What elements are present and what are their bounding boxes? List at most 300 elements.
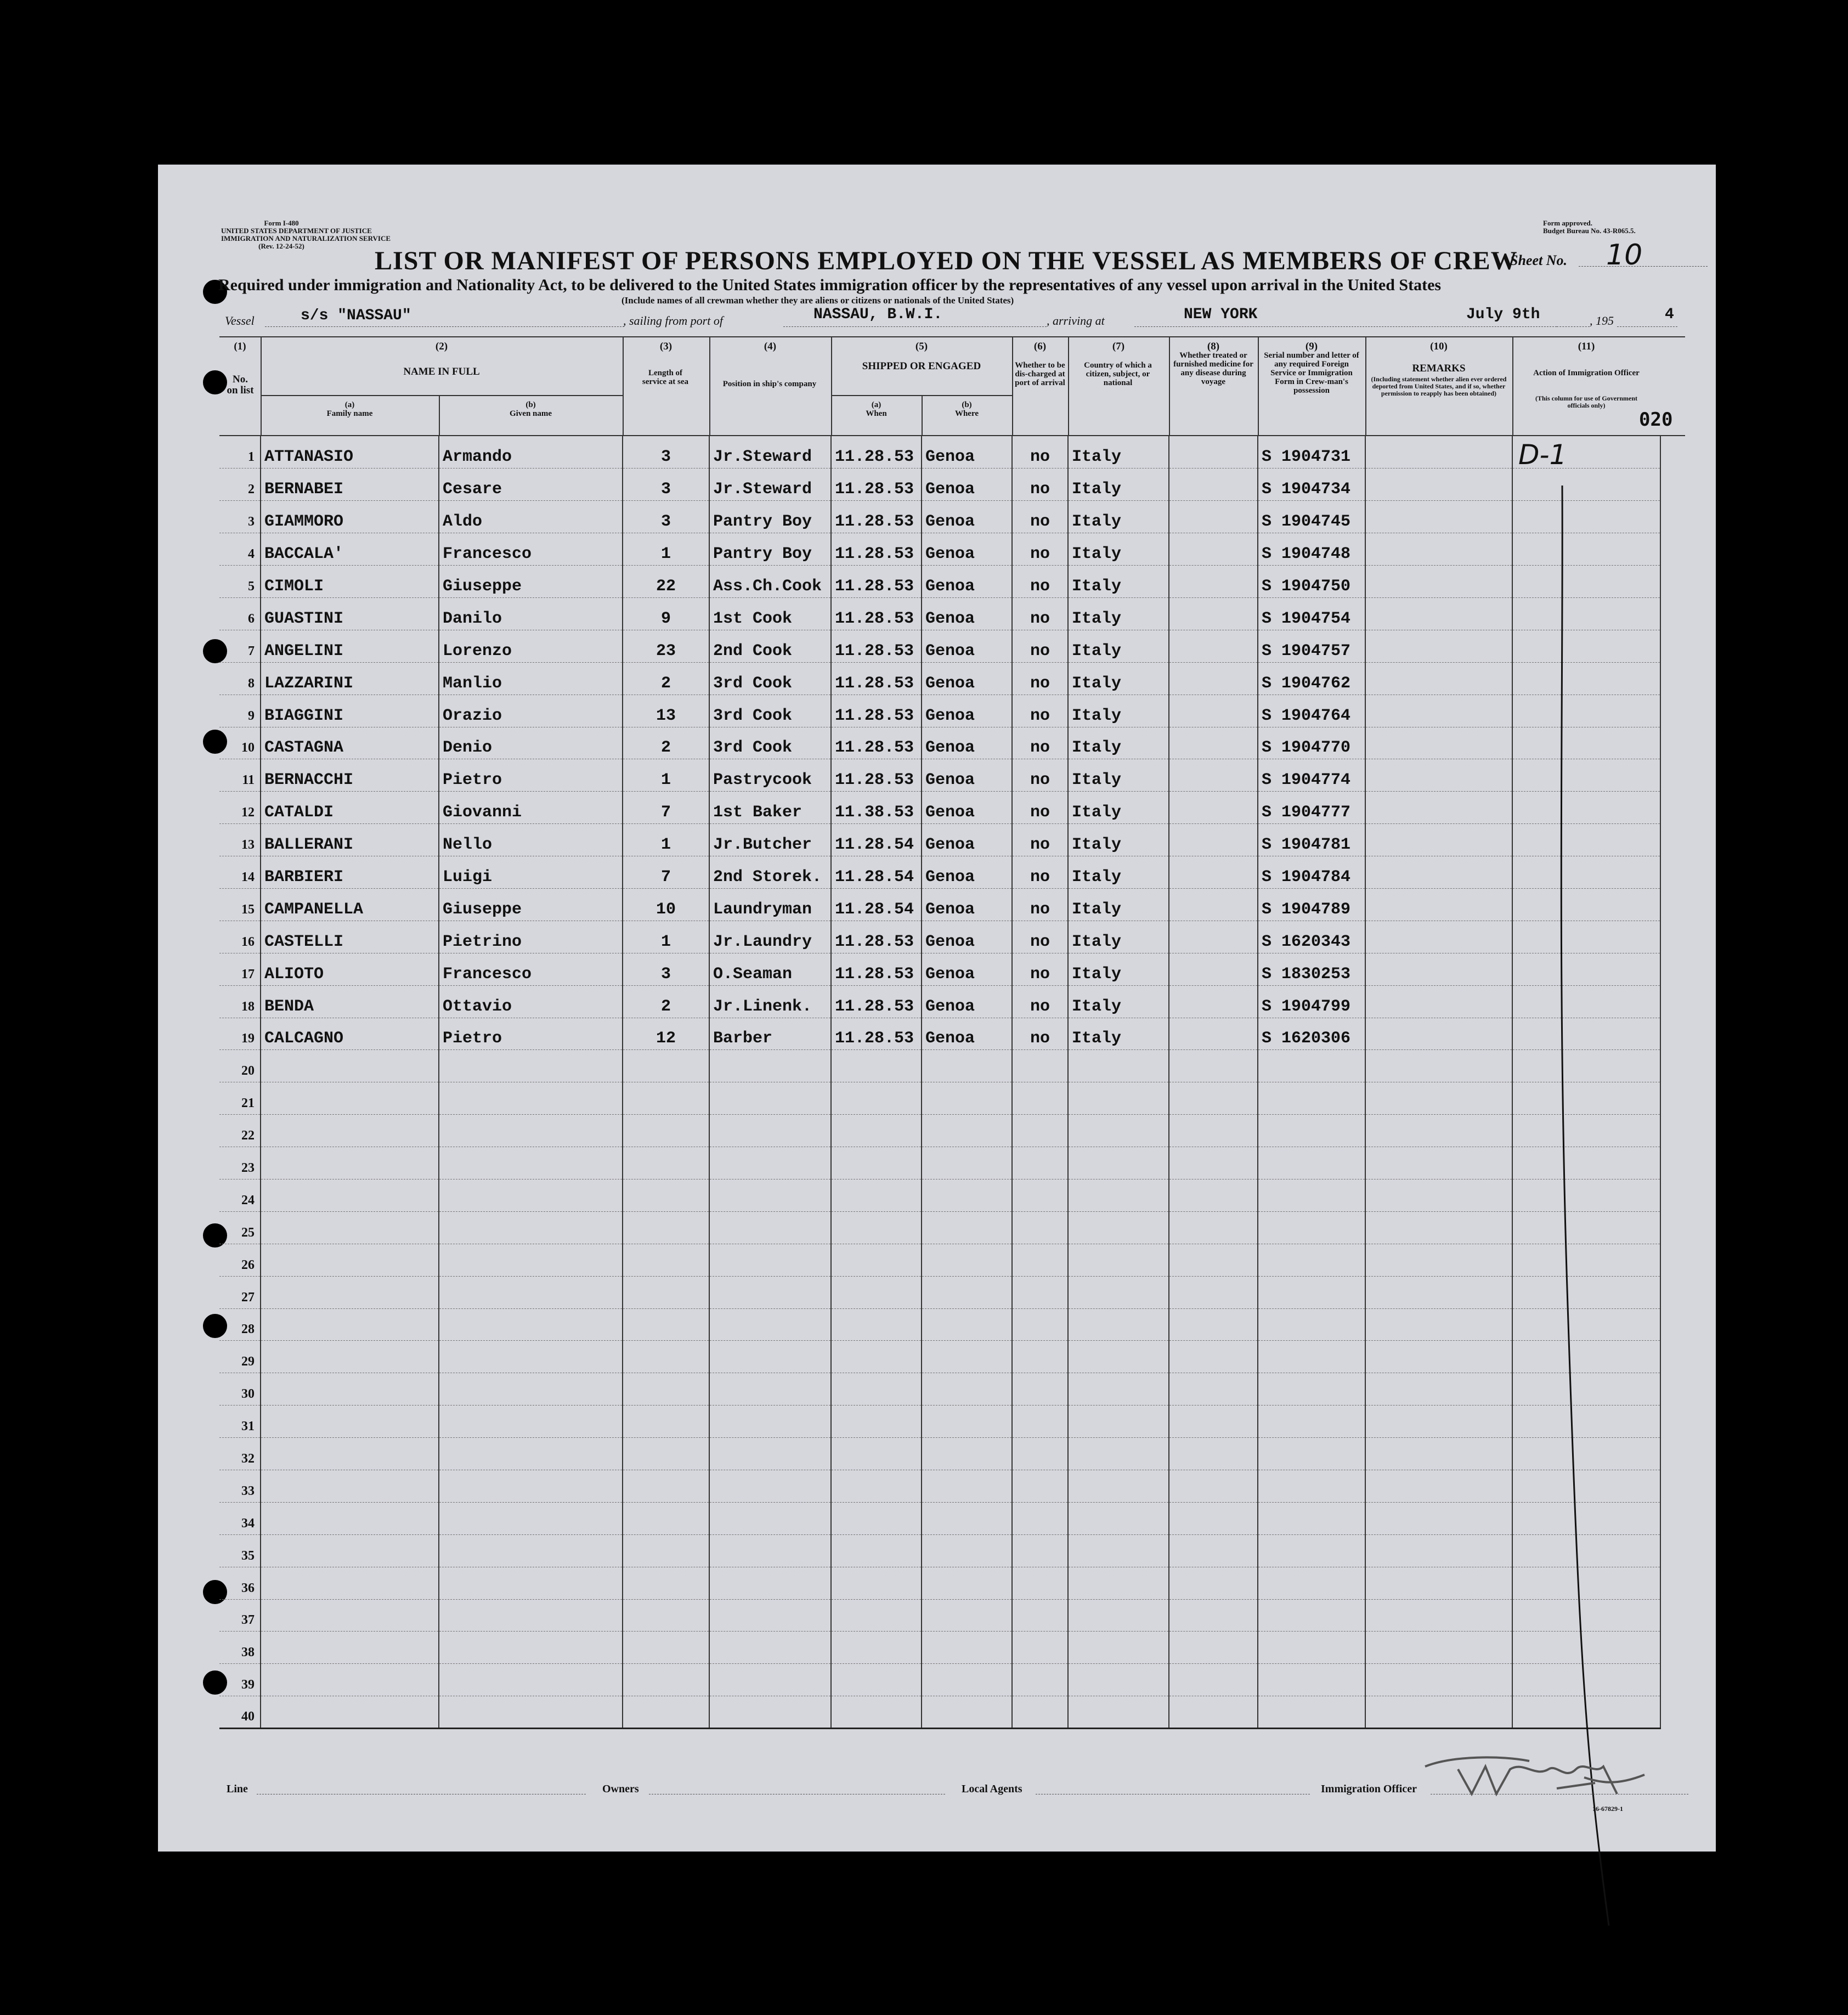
- sailing-label: , sailing from port of: [623, 314, 723, 328]
- discharged: no: [1012, 727, 1068, 759]
- col4-header: Position in ship's company: [722, 380, 817, 388]
- country: Italy: [1068, 792, 1169, 824]
- medicine: [1169, 727, 1258, 759]
- shipped-date: [831, 1599, 922, 1632]
- crew-table: [219, 436, 1661, 1729]
- remarks: [1365, 1373, 1512, 1406]
- family-name: BERNABEI: [261, 469, 439, 501]
- sheet-number: 10: [1606, 239, 1643, 272]
- line-label: Line: [227, 1783, 248, 1795]
- country: [1068, 1082, 1169, 1115]
- family-name: [261, 1567, 439, 1599]
- discharged: no: [1012, 792, 1068, 824]
- table-row: [219, 1308, 1660, 1341]
- discharged: [1012, 1115, 1068, 1147]
- col11-note: (This column for use of Government officials only): [1535, 394, 1638, 409]
- position: Jr.Steward: [709, 469, 831, 501]
- country: [1068, 1211, 1169, 1244]
- position: [709, 1567, 831, 1599]
- given-name: Francesco: [439, 533, 623, 566]
- medicine: [1169, 1664, 1258, 1696]
- col9-number: (9): [1305, 341, 1318, 352]
- shipped-where: Genoa: [922, 662, 1012, 695]
- country: Italy: [1068, 533, 1169, 566]
- medicine: [1169, 695, 1258, 727]
- col11-number: (11): [1578, 341, 1595, 352]
- given-name: Nello: [439, 824, 623, 856]
- given-name: Manlio: [439, 662, 623, 695]
- given-name: Giuseppe: [439, 566, 623, 598]
- position: [709, 1632, 831, 1664]
- shipped-where: [922, 1276, 1012, 1308]
- medicine: [1169, 662, 1258, 695]
- shipped-where: Genoa: [922, 695, 1012, 727]
- agents-label: Local Agents: [962, 1783, 1022, 1795]
- officer-label: Immigration Officer: [1321, 1783, 1417, 1795]
- shipped-date: [831, 1502, 922, 1534]
- shipped-date: 11.28.54: [831, 856, 922, 889]
- table-row: [219, 985, 1660, 1018]
- serial-number: [1258, 1050, 1365, 1082]
- discharged: [1012, 1050, 1068, 1082]
- arrival-port: NEW YORK: [1184, 306, 1258, 323]
- position: [709, 1050, 831, 1082]
- medicine: [1169, 436, 1258, 469]
- form-number: Form I-480: [264, 219, 299, 227]
- shipped-where: [922, 1308, 1012, 1341]
- family-name: [261, 1115, 439, 1147]
- shipped-where: Genoa: [922, 824, 1012, 856]
- position: 1st Cook: [709, 597, 831, 630]
- country: Italy: [1068, 630, 1169, 662]
- family-name: [261, 1179, 439, 1211]
- family-name: [261, 1599, 439, 1632]
- row-number: 31: [219, 1406, 261, 1438]
- family-name: CASTAGNA: [261, 727, 439, 759]
- given-name: Giovanni: [439, 792, 623, 824]
- position: 2nd Storek.: [709, 856, 831, 889]
- length-of-service: [623, 1050, 709, 1082]
- remarks: [1365, 662, 1512, 695]
- remarks: [1365, 566, 1512, 598]
- row-number: 34: [219, 1502, 261, 1534]
- table-row: [219, 1115, 1660, 1147]
- table-row: [219, 888, 1660, 921]
- given-name: [439, 1050, 623, 1082]
- table-row: [219, 1373, 1660, 1406]
- shipped-date: [831, 1438, 922, 1470]
- table-row: [219, 856, 1660, 889]
- position: [709, 1502, 831, 1534]
- shipped-where: Genoa: [922, 630, 1012, 662]
- table-row: [219, 1082, 1660, 1115]
- medicine: [1169, 469, 1258, 501]
- country: [1068, 1470, 1169, 1503]
- row-number: 23: [219, 1147, 261, 1179]
- given-name: [439, 1567, 623, 1599]
- country: Italy: [1068, 888, 1169, 921]
- table-row: [219, 1050, 1660, 1082]
- row-number: 1: [219, 436, 261, 469]
- position: [709, 1373, 831, 1406]
- shipped-where: [922, 1373, 1012, 1406]
- shipped-date: [831, 1534, 922, 1567]
- serial-number: S 1620343: [1258, 921, 1365, 953]
- given-name: Denio: [439, 727, 623, 759]
- remarks: [1365, 1147, 1512, 1179]
- col2a-header: (a) Family name: [326, 400, 373, 418]
- shipped-date: [831, 1147, 922, 1179]
- discharged: [1012, 1599, 1068, 1632]
- table-row: [219, 1438, 1660, 1470]
- remarks: [1365, 695, 1512, 727]
- given-name: Orazio: [439, 695, 623, 727]
- shipped-where: Genoa: [922, 597, 1012, 630]
- country: Italy: [1068, 727, 1169, 759]
- given-name: [439, 1341, 623, 1373]
- form-approved: Form approved.: [1543, 219, 1593, 227]
- row-number: 37: [219, 1599, 261, 1632]
- shipped-date: 11.28.53: [831, 695, 922, 727]
- medicine: [1169, 533, 1258, 566]
- shipped-where: [922, 1147, 1012, 1179]
- length-of-service: 7: [623, 792, 709, 824]
- shipped-date: [831, 1373, 922, 1406]
- position: [709, 1308, 831, 1341]
- length-of-service: [623, 1341, 709, 1373]
- discharged: [1012, 1147, 1068, 1179]
- table-row: [219, 1276, 1660, 1308]
- length-of-service: 9: [623, 597, 709, 630]
- service-name: IMMIGRATION AND NATURALIZATION SERVICE: [221, 234, 391, 242]
- position: [709, 1470, 831, 1503]
- discharged: [1012, 1373, 1068, 1406]
- serial-number: S 1830253: [1258, 953, 1365, 985]
- remarks: [1365, 953, 1512, 985]
- row-number: 40: [219, 1696, 261, 1729]
- shipped-date: 11.38.53: [831, 792, 922, 824]
- medicine: [1169, 985, 1258, 1018]
- length-of-service: [623, 1470, 709, 1503]
- position: 3rd Cook: [709, 695, 831, 727]
- medicine: [1169, 1244, 1258, 1276]
- remarks: [1365, 1050, 1512, 1082]
- discharged: no: [1012, 436, 1068, 469]
- medicine: [1169, 824, 1258, 856]
- medicine: [1169, 1696, 1258, 1729]
- row-number: 3: [219, 501, 261, 533]
- medicine: [1169, 1341, 1258, 1373]
- row-number: 28: [219, 1308, 261, 1341]
- discharged: no: [1012, 856, 1068, 889]
- position: Jr.Steward: [709, 436, 831, 469]
- manifest-sheet: [158, 165, 1716, 1852]
- length-of-service: 1: [623, 824, 709, 856]
- row-number: 8: [219, 662, 261, 695]
- shipped-where: [922, 1534, 1012, 1567]
- serial-number: [1258, 1534, 1365, 1567]
- remarks: [1365, 1438, 1512, 1470]
- table-row: [219, 1599, 1660, 1632]
- length-of-service: [623, 1308, 709, 1341]
- remarks: [1365, 1599, 1512, 1632]
- shipped-where: [922, 1082, 1012, 1115]
- serial-number: [1258, 1244, 1365, 1276]
- remarks: [1365, 1567, 1512, 1599]
- row-number: 7: [219, 630, 261, 662]
- shipped-where: Genoa: [922, 533, 1012, 566]
- discharged: no: [1012, 824, 1068, 856]
- medicine: [1169, 1632, 1258, 1664]
- row-number: 24: [219, 1179, 261, 1211]
- shipped-where: Genoa: [922, 759, 1012, 792]
- table-row: [219, 566, 1660, 598]
- discharged: no: [1012, 597, 1068, 630]
- given-name: Luigi: [439, 856, 623, 889]
- shipped-where: [922, 1050, 1012, 1082]
- shipped-where: [922, 1664, 1012, 1696]
- country: Italy: [1068, 662, 1169, 695]
- remarks: [1365, 597, 1512, 630]
- given-name: Giuseppe: [439, 888, 623, 921]
- col8-header: Whether treated or furnished medicine for any disease during voyage: [1173, 351, 1253, 386]
- shipped-date: [831, 1470, 922, 1503]
- position: Pantry Boy: [709, 533, 831, 566]
- shipped-date: [831, 1276, 922, 1308]
- shipped-where: [922, 1696, 1012, 1729]
- medicine: [1169, 1534, 1258, 1567]
- col1-header: No. on list: [227, 374, 254, 396]
- remarks: [1365, 1211, 1512, 1244]
- discharged: no: [1012, 953, 1068, 985]
- table-row: [219, 1632, 1660, 1664]
- row-number: 11: [219, 759, 261, 792]
- discharged: no: [1012, 501, 1068, 533]
- length-of-service: [623, 1664, 709, 1696]
- remarks: [1365, 1082, 1512, 1115]
- position: [709, 1211, 831, 1244]
- length-of-service: 1: [623, 759, 709, 792]
- length-of-service: 22: [623, 566, 709, 598]
- given-name: Pietro: [439, 1018, 623, 1050]
- position: [709, 1534, 831, 1567]
- length-of-service: 10: [623, 888, 709, 921]
- table-row: [219, 597, 1660, 630]
- shipped-date: [831, 1115, 922, 1147]
- given-name: [439, 1115, 623, 1147]
- remarks: [1365, 792, 1512, 824]
- given-name: [439, 1438, 623, 1470]
- remarks: [1365, 1696, 1512, 1729]
- shipped-date: 11.28.53: [831, 921, 922, 953]
- given-name: [439, 1276, 623, 1308]
- row-number: 36: [219, 1567, 261, 1599]
- country: [1068, 1179, 1169, 1211]
- position: [709, 1115, 831, 1147]
- given-name: Cesare: [439, 469, 623, 501]
- medicine: [1169, 1050, 1258, 1082]
- country: [1068, 1373, 1169, 1406]
- medicine: [1169, 759, 1258, 792]
- family-name: GIAMMORO: [261, 501, 439, 533]
- country: [1068, 1599, 1169, 1632]
- family-name: CAMPANELLA: [261, 888, 439, 921]
- discharged: [1012, 1406, 1068, 1438]
- discharged: [1012, 1308, 1068, 1341]
- medicine: [1169, 501, 1258, 533]
- col10-header: REMARKS: [1412, 363, 1466, 374]
- family-name: [261, 1470, 439, 1503]
- row-number: 33: [219, 1470, 261, 1503]
- shipped-where: Genoa: [922, 888, 1012, 921]
- length-of-service: [623, 1179, 709, 1211]
- country: [1068, 1308, 1169, 1341]
- row-number: 15: [219, 888, 261, 921]
- family-name: [261, 1211, 439, 1244]
- col4-number: (4): [764, 341, 777, 352]
- length-of-service: [623, 1502, 709, 1534]
- shipped-where: Genoa: [922, 566, 1012, 598]
- sheet-number-label: Sheet No.: [1510, 252, 1567, 268]
- row-number: 38: [219, 1632, 261, 1664]
- position: Barber: [709, 1018, 831, 1050]
- row-number: 5: [219, 566, 261, 598]
- officer-mark: D-1: [1518, 439, 1567, 471]
- family-name: LAZZARINI: [261, 662, 439, 695]
- country: Italy: [1068, 824, 1169, 856]
- owners-label: Owners: [602, 1783, 639, 1795]
- table-row: [219, 501, 1660, 533]
- shipped-date: [831, 1082, 922, 1115]
- departure-port: NASSAU, B.W.I.: [813, 306, 943, 323]
- country: [1068, 1567, 1169, 1599]
- serial-number: [1258, 1211, 1365, 1244]
- shipped-date: 11.28.53: [831, 597, 922, 630]
- row-number: 32: [219, 1438, 261, 1470]
- country: [1068, 1632, 1169, 1664]
- shipped-date: 11.28.53: [831, 985, 922, 1018]
- length-of-service: [623, 1406, 709, 1438]
- shipped-where: [922, 1470, 1012, 1503]
- row-number: 22: [219, 1115, 261, 1147]
- table-row: [219, 436, 1660, 469]
- discharged: [1012, 1534, 1068, 1567]
- discharged: [1012, 1179, 1068, 1211]
- shipped-date: [831, 1179, 922, 1211]
- serial-number: S 1904757: [1258, 630, 1365, 662]
- family-name: [261, 1373, 439, 1406]
- family-name: CATALDI: [261, 792, 439, 824]
- table-row: [219, 1470, 1660, 1503]
- family-name: BARBIERI: [261, 856, 439, 889]
- col10-number: (10): [1430, 341, 1448, 352]
- shipped-where: [922, 1599, 1012, 1632]
- row-number: 29: [219, 1341, 261, 1373]
- shipped-date: 11.28.54: [831, 888, 922, 921]
- medicine: [1169, 792, 1258, 824]
- length-of-service: 1: [623, 921, 709, 953]
- serial-number: S 1620306: [1258, 1018, 1365, 1050]
- shipped-where: [922, 1438, 1012, 1470]
- shipped-date: [831, 1244, 922, 1276]
- shipped-date: 11.28.53: [831, 566, 922, 598]
- table-row: [219, 1244, 1660, 1276]
- remarks: [1365, 985, 1512, 1018]
- length-of-service: 3: [623, 501, 709, 533]
- row-number: 9: [219, 695, 261, 727]
- given-name: Aldo: [439, 501, 623, 533]
- shipped-date: 11.28.53: [831, 727, 922, 759]
- table-row: [219, 953, 1660, 985]
- country: Italy: [1068, 566, 1169, 598]
- country: [1068, 1664, 1169, 1696]
- serial-number: [1258, 1406, 1365, 1438]
- family-name: GUASTINI: [261, 597, 439, 630]
- col6-number: (6): [1033, 341, 1047, 352]
- discharged: [1012, 1664, 1068, 1696]
- position: [709, 1406, 831, 1438]
- serial-number: [1258, 1276, 1365, 1308]
- remarks: [1365, 1406, 1512, 1438]
- position: 2nd Cook: [709, 630, 831, 662]
- given-name: [439, 1502, 623, 1534]
- position: [709, 1179, 831, 1211]
- row-number: 17: [219, 953, 261, 985]
- position: [709, 1276, 831, 1308]
- serial-number: S 1904762: [1258, 662, 1365, 695]
- length-of-service: [623, 1276, 709, 1308]
- serial-number: S 1904799: [1258, 985, 1365, 1018]
- medicine: [1169, 1567, 1258, 1599]
- given-name: Ottavio: [439, 985, 623, 1018]
- serial-number: S 1904789: [1258, 888, 1365, 921]
- country: Italy: [1068, 1018, 1169, 1050]
- family-name: BERNACCHI: [261, 759, 439, 792]
- vessel-name: s/s "NASSAU": [301, 307, 411, 324]
- serial-number: [1258, 1567, 1365, 1599]
- remarks: [1365, 630, 1512, 662]
- length-of-service: [623, 1632, 709, 1664]
- position: O.Seaman: [709, 953, 831, 985]
- country: Italy: [1068, 921, 1169, 953]
- given-name: Armando: [439, 436, 623, 469]
- country: [1068, 1244, 1169, 1276]
- length-of-service: [623, 1438, 709, 1470]
- given-name: [439, 1211, 623, 1244]
- position: [709, 1147, 831, 1179]
- length-of-service: 13: [623, 695, 709, 727]
- serial-number: [1258, 1632, 1365, 1664]
- discharged: [1012, 1211, 1068, 1244]
- length-of-service: [623, 1534, 709, 1567]
- remarks: [1365, 1534, 1512, 1567]
- discharged: [1012, 1632, 1068, 1664]
- remarks: [1365, 888, 1512, 921]
- length-of-service: [623, 1567, 709, 1599]
- budget-bureau: Budget Bureau No. 43-R065.5.: [1543, 227, 1636, 235]
- row-number: 2: [219, 469, 261, 501]
- position: Jr.Butcher: [709, 824, 831, 856]
- medicine: [1169, 1502, 1258, 1534]
- country: Italy: [1068, 501, 1169, 533]
- shipped-date: [831, 1211, 922, 1244]
- country: Italy: [1068, 436, 1169, 469]
- row-number: 19: [219, 1018, 261, 1050]
- shipped-date: 11.28.53: [831, 1018, 922, 1050]
- arriving-label: , arriving at: [1047, 314, 1105, 328]
- position: Laundryman: [709, 888, 831, 921]
- shipped-date: 11.28.54: [831, 824, 922, 856]
